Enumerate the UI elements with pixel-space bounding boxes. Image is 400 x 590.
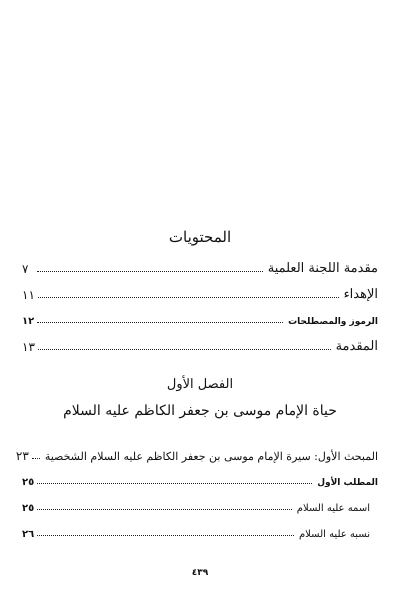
chapter-subtitle: حياة الإمام موسى بن جعفر الكاظم عليه السلام — [63, 403, 337, 419]
toc-entry-page: ١٢ — [22, 316, 35, 327]
toc-entry — [22, 468, 378, 488]
toc-entry-label: الإهداء — [343, 287, 378, 302]
toc-entry — [22, 494, 378, 514]
toc-entry-label: المطلب الأول — [317, 478, 378, 488]
toc-entry-page: ٢٦ — [22, 529, 35, 540]
toc-entry — [22, 307, 378, 327]
dot-leader — [37, 271, 263, 272]
page-number: ٤٣٩ — [191, 568, 209, 578]
toc-entry — [15, 443, 378, 463]
toc-entry-label: المقدمة — [335, 339, 378, 354]
toc-entry-page: ٢٥ — [22, 503, 35, 514]
toc-entry-label: الرموز والمصطلحات — [288, 317, 378, 327]
dot-leader — [32, 458, 40, 459]
toc-entry-page: ٢٣ — [15, 449, 29, 463]
toc-entry-label: مقدمة اللجنة العلمية — [267, 261, 378, 276]
dot-leader — [37, 322, 283, 323]
dot-leader — [37, 535, 294, 536]
toc-entry-label: المبحث الأول: سيرة الإمام موسى بن جعفر الكاظم عليه السلام الشخصية — [44, 450, 378, 463]
toc-entry-page: ١١ — [22, 288, 35, 302]
toc-entry — [22, 256, 378, 276]
dot-leader — [38, 297, 339, 298]
toc-entry-label: نسبه عليه السلام — [298, 529, 370, 540]
toc-entry-page: ١٣ — [22, 340, 35, 354]
toc-entry-page: ٧ — [22, 262, 29, 276]
toc-entry-page: ٢٥ — [22, 477, 35, 488]
dot-leader — [37, 509, 292, 510]
toc-entry — [22, 334, 378, 354]
toc-entry — [22, 520, 378, 540]
dot-leader — [37, 483, 312, 484]
page-title: المحتويات — [168, 228, 232, 246]
toc-entry-label: اسمه عليه السلام — [296, 503, 370, 514]
chapter-title: الفصل الأول — [166, 377, 234, 392]
toc-entry — [22, 282, 378, 302]
dot-leader — [38, 349, 331, 350]
